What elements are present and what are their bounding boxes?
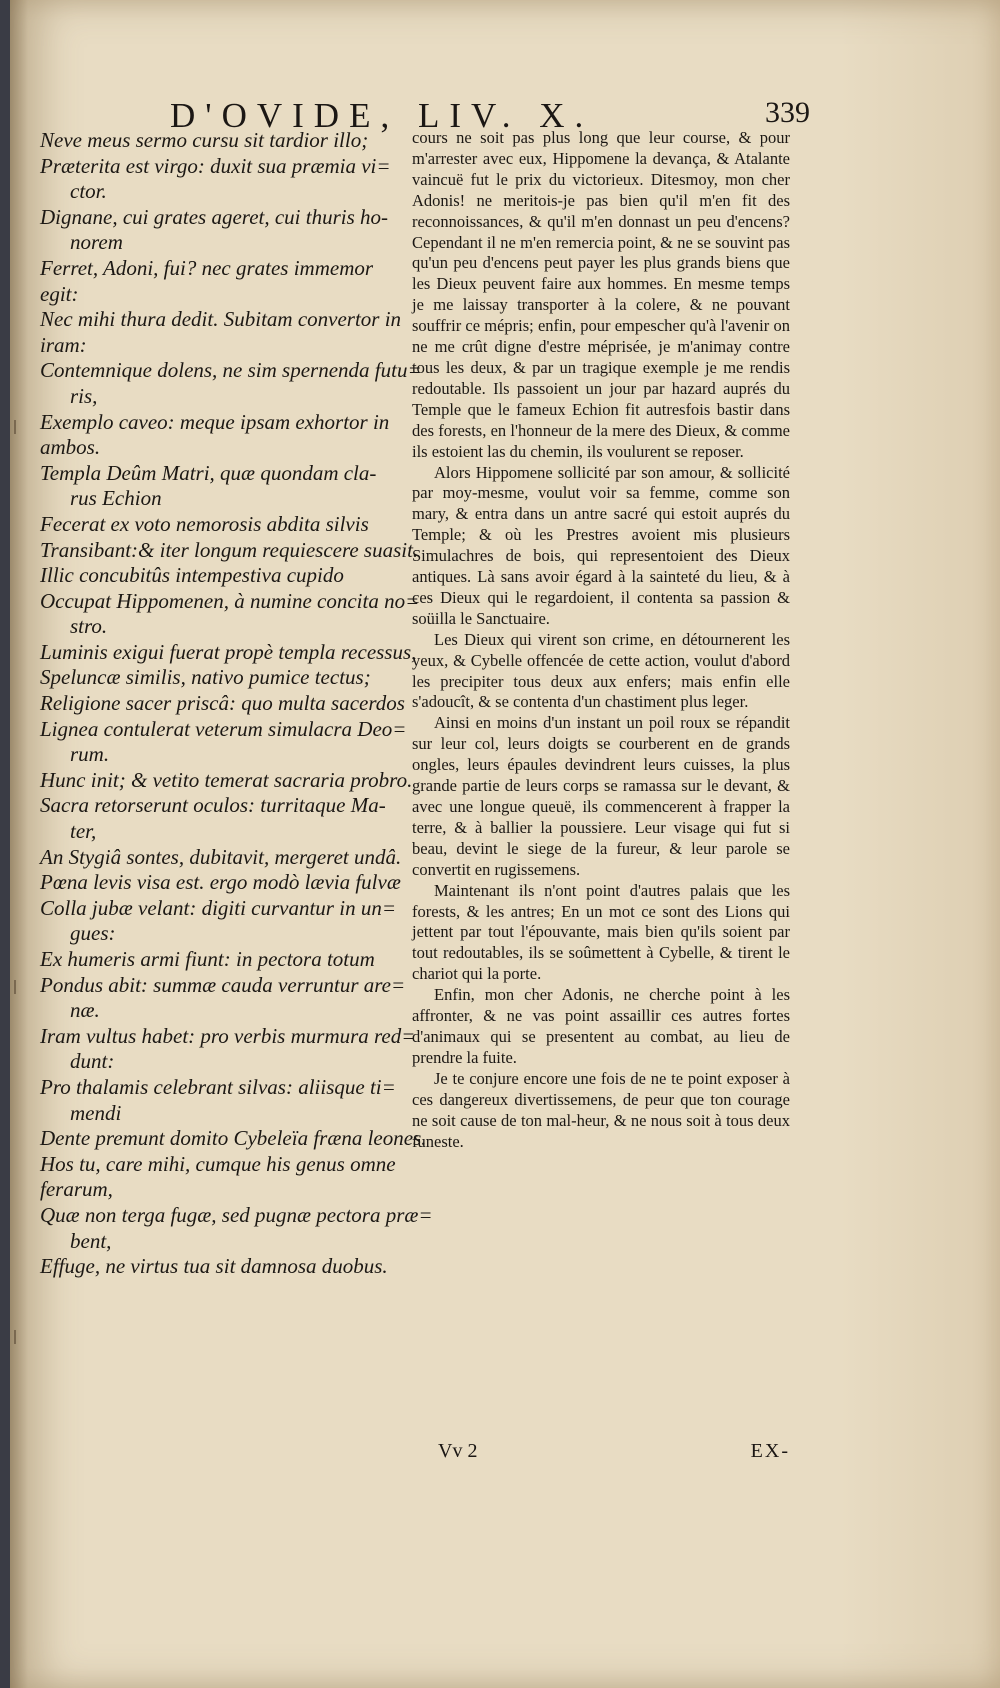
latin-verse-line: ferarum, (40, 1177, 113, 1202)
french-paragraph: Je te conjure encore une fois de ne te point exposer à ces dangereux divertissemens, de peur que ton courage ne soit cause de ton mal-heur, & ne nous soit à tous deux funeste. (412, 1068, 790, 1151)
latin-verse-line: Hos tu, care mihi, cumque his genus omne (40, 1151, 396, 1176)
latin-verse-line: Hunc init; & vetito temerat sacraria probro. (40, 767, 413, 792)
latin-verse-column (40, 128, 433, 1280)
signature-mark: Vv 2 (438, 1440, 478, 1462)
latin-verse-line: Occupat Hippomenen, à numine concita no= (40, 588, 420, 613)
latin-verse-line: iram: (40, 332, 87, 357)
latin-verse-line: Ex humeris armi fiunt: in pectora totum (40, 947, 375, 971)
latin-verse-line: bent, (70, 1228, 112, 1253)
latin-verse-line: Pro thalamis celebrant silvas: aliisque ti= (40, 1074, 396, 1099)
latin-verse-line: Quæ non terga fugæ, sed pugnæ pectora præ= (40, 1202, 433, 1227)
latin-verse-line: dunt: (70, 1049, 115, 1074)
stitch-mark (14, 1330, 16, 1344)
latin-verse-line: rus Echion (70, 486, 162, 511)
latin-verse-line: Pœna levis visa est. ergo modò lævia fulvæ (40, 870, 401, 895)
latin-verse-line: Effuge, ne virtus tua sit damnosa duobus. (40, 1254, 388, 1279)
running-title: D'OVIDE, LIV. X. (170, 96, 594, 135)
latin-verse-line: ter, (70, 819, 97, 844)
latin-verse-line: Nec mihi thura dedit. Subitam convertor in (40, 307, 402, 332)
latin-verse-line: Dignane, cui grates ageret, cui thuris ho- (40, 204, 389, 229)
french-paragraph: Les Dieux qui virent son crime, en détournerent les yeux, & Cybelle offencée de cette action, voulut d'abord les precipiter tous deux aux enfers; mais enfin elle s'adoucît, & se contenta d'un chastiment plus leger. (412, 629, 790, 712)
french-paragraph: Enfin, mon cher Adonis, ne cherche point à les affronter, & ne vas point assaillir ces autres fortes d'animaux qui se presentent au combat, au lieu de prendre la fuite. (412, 985, 790, 1067)
latin-verse-line: norem (70, 230, 123, 255)
latin-verse-line: Luminis exigui fuerat propè templa recessus, (40, 639, 417, 664)
latin-verse-line: Neve meus sermo cursu sit tardior illo; (40, 128, 369, 152)
latin-verse-line: Transibant:& iter longum requiescere suasit. (40, 537, 419, 562)
latin-verse-line: Fecerat ex voto nemorosis abdita silvis (40, 511, 369, 536)
latin-verse-line: stro. (70, 614, 108, 639)
latin-verse-line: mendi (70, 1100, 122, 1125)
latin-verse-line: ris, (70, 383, 98, 408)
french-paragraph: Alors Hippomene sollicité par son amour, & sollicité par moy-mesme, voulut voir sa femme, comme son mary, & entra dans un antre sacré qui estoit auprés du Temple; & où les Prestres avoient mis plusieurs Simulachres de bois, qui representoient des Dieux antiques. Là sans avoir égard à la sainteté du lieu, & à ces Dieux qui le regardoient, il contenta sa passion & soüilla le Sanctuaire. (412, 462, 790, 628)
latin-verse-line: Dente premunt domito Cybeleïa fræna leones. (40, 1126, 427, 1151)
page-number: 339 (765, 96, 810, 129)
latin-verse-line: Ferret, Adoni, fui? nec grates immemor (40, 255, 374, 280)
latin-verse-line: Religione sacer priscâ: quo multa sacerdos (40, 691, 405, 716)
latin-verse-line: Sacra retorserunt oculos: turritaque Ma- (40, 793, 386, 818)
latin-verse-line: næ. (70, 998, 100, 1023)
book-page (10, 0, 1000, 1688)
stitch-mark (14, 420, 16, 434)
latin-verse-line: Colla jubæ velant: digiti curvantur in un= (40, 895, 396, 920)
latin-verse-line: Contemnique dolens, ne sim spernenda futu= (40, 358, 422, 383)
latin-verse-line: ctor. (70, 179, 107, 204)
french-prose-column (412, 128, 790, 1152)
french-paragraph: cours ne soit pas plus long que leur course, & pour m'arrester avec eux, Hippomene la devança, & Atalante vaincuë fut le prix du victorieux. Ditesmoy, mon cher Adonis! ne meritois-je pas bien qu'il m'en fit des reconnoissances, & qu'il m'en donnast un peu d'encens? Cependant il ne m'en remercia point, & ne se souvint pas qu'un peu d'encens peut payer les plus grands biens que les Dieux peuvent faire aux hommes. En mesme temps je me laissay transporter à la colere, & ne pouvant souffrir ce mépris; enfin, pour empescher qu'à l'avenir on ne me crût digne d'estre méprisée, je m'animay contre tous les deux, & par un tragique exemple je me rendis redoutable. Ils passoient un jour par hazard auprés du Temple que le fameux Echion fit autresfois bastir dans des forests, en l'honneur de la mere des Dieux, & comme ils estoient las du chemin, ils voulurent se reposer. (412, 128, 790, 461)
latin-verse-line: Pondus abit: summæ cauda verruntur are= (40, 972, 406, 997)
latin-verse-line: An Stygiâ sontes, dubitavit, mergeret undâ. (40, 844, 402, 869)
french-paragraph: Ainsi en moins d'un instant un poil roux se répandit sur leur col, leurs doigts se courberent en de grands ongles, leurs épaules devindrent leurs cuisses, la plus grande partie de leurs corps se ramassa sur le devant, & avec une longue queuë, ils commencerent à frapper la terre, & à ballier la poussiere. Leur visage qui fut si beau, devint le siege de la fureur, & leur parole se convertit en rugissemens. (412, 713, 790, 879)
latin-verse-line: egit: (40, 281, 79, 306)
french-paragraph: Maintenant ils n'ont point d'autres palais que les forests, & les antres; En un mot ce sont des Lions qui jettent par tout l'épouvante, mais bien qu'ils soient par tout redoutables, ils se soûmettent à Cybelle, & tirent le chariot qui la porte. (412, 880, 790, 984)
latin-verse-line: ambos. (40, 435, 101, 460)
page-footer (430, 1440, 790, 1474)
latin-verse-line: Speluncæ similis, nativo pumice tectus; (40, 665, 371, 690)
page-edge-shade (840, 0, 1000, 1688)
latin-verse-line: Præterita est virgo: duxit sua præmia vi= (40, 153, 391, 178)
latin-verse-line: rum. (70, 742, 110, 767)
latin-verse-line: Lignea contulerat veterum simulacra Deo= (40, 716, 407, 741)
latin-verse-line: gues: (70, 921, 116, 946)
binding-gutter (10, 0, 28, 1688)
catchword: EX- (750, 1440, 790, 1462)
latin-verse-line: Illic concubitûs intempestiva cupido (40, 563, 344, 588)
latin-verse-line: Exemplo caveo: meque ipsam exhortor in (40, 409, 390, 434)
latin-verse-line: Templa Deûm Matri, quæ quondam cla- (40, 460, 377, 485)
stitch-mark (14, 980, 16, 994)
latin-verse-line: Iram vultus habet: pro verbis murmura red= (40, 1023, 416, 1048)
